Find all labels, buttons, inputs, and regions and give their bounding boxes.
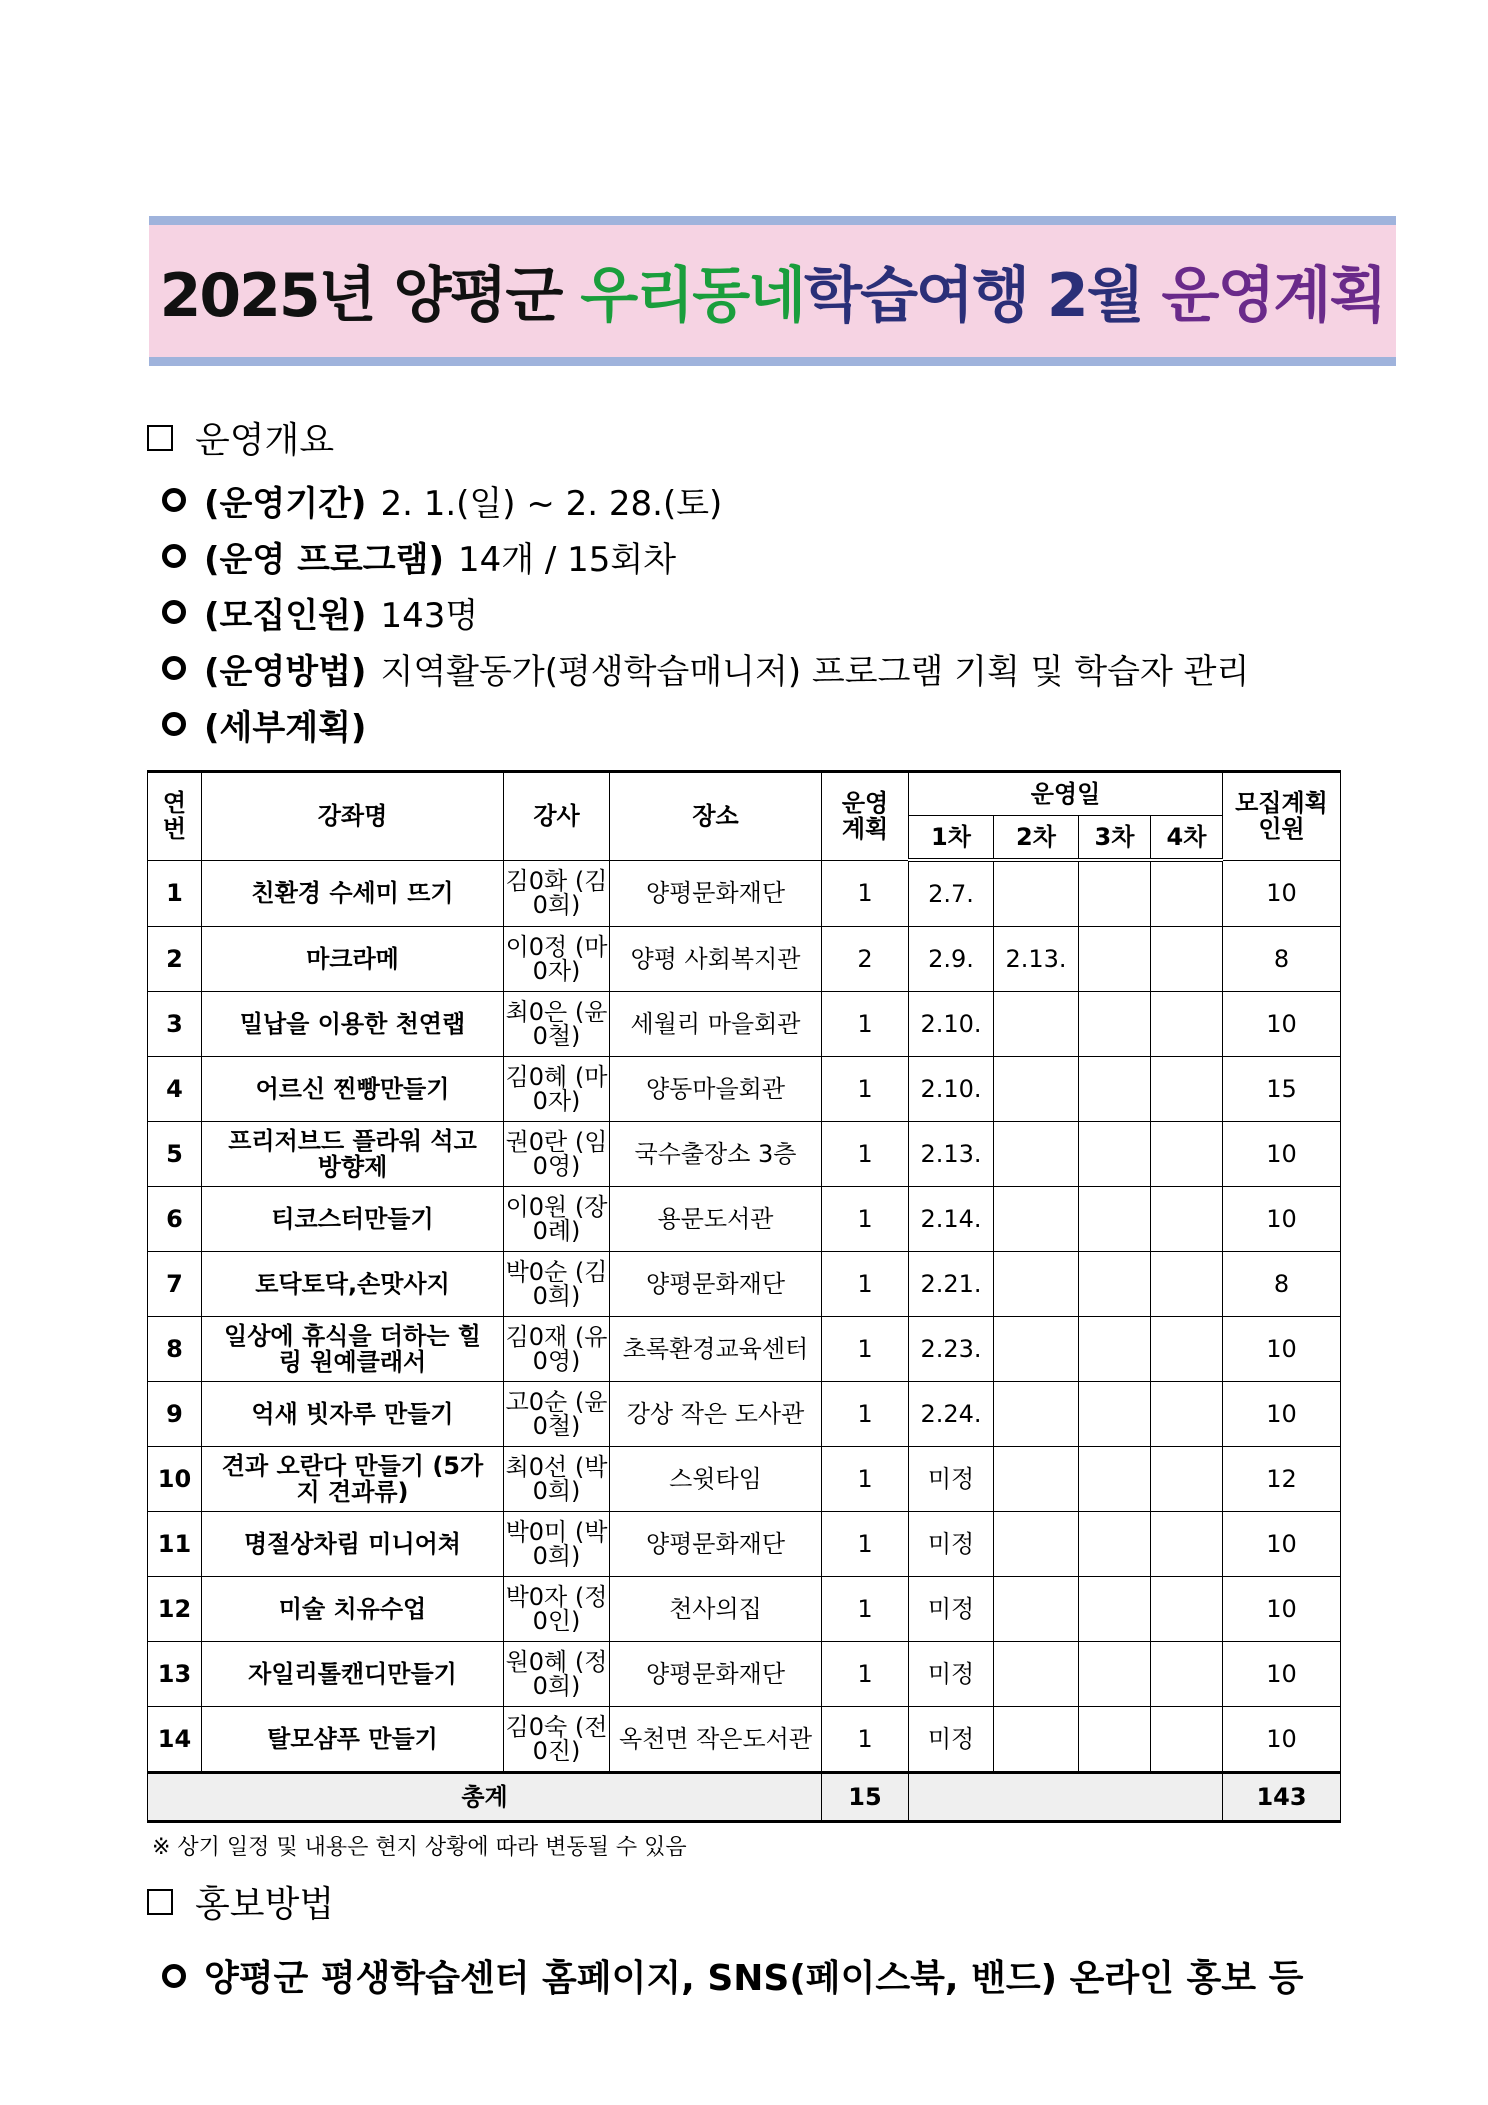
total-days-empty: [909, 1773, 1223, 1822]
cell-day3: [1079, 1057, 1151, 1122]
overview-item-label: (운영 프로그램): [204, 539, 444, 580]
header-day1: 1차: [909, 816, 994, 861]
table-total-row: [148, 1773, 1341, 1822]
cell-course: 어르신 찐빵만들기: [202, 1057, 504, 1122]
title-part-year: 2025년 양평군: [159, 261, 562, 331]
cell-plan: 1: [822, 1187, 909, 1252]
cell-day4: [1151, 992, 1223, 1057]
cell-course: 마크라메: [202, 927, 504, 992]
cell-day4: [1151, 860, 1223, 927]
cell-no: 10: [148, 1447, 202, 1512]
cell-day2: [994, 1122, 1079, 1187]
cell-place: 옥천면 작은도서관: [610, 1707, 822, 1773]
cell-course: 일상에 휴식을 더하는 힐링 원예클래서: [202, 1317, 504, 1382]
cell-place: 천사의집: [610, 1577, 822, 1642]
title-banner: [149, 216, 1396, 366]
cell-plan: 1: [822, 1707, 909, 1773]
table-row: [148, 1252, 1341, 1317]
cell-recruit: 10: [1223, 860, 1341, 927]
table-row: [148, 1317, 1341, 1382]
ring-bullet-icon: [162, 544, 186, 568]
cell-day3: [1079, 927, 1151, 992]
cell-day1: 미정: [909, 1512, 994, 1577]
cell-no: 11: [148, 1512, 202, 1577]
cell-place: 강상 작은 도사관: [610, 1382, 822, 1447]
cell-day1: 2.21.: [909, 1252, 994, 1317]
cell-day1: 2.13.: [909, 1122, 994, 1187]
cell-day1: 2.24.: [909, 1382, 994, 1447]
cell-no: 2: [148, 927, 202, 992]
cell-day4: [1151, 1122, 1223, 1187]
overview-list: [162, 472, 1249, 752]
cell-no: 12: [148, 1577, 202, 1642]
overview-item-value: 143명: [380, 595, 479, 636]
cell-no: 14: [148, 1707, 202, 1773]
cell-place: 국수출장소 3층: [610, 1122, 822, 1187]
cell-plan: 2: [822, 927, 909, 992]
cell-no: 6: [148, 1187, 202, 1252]
cell-day3: [1079, 1707, 1151, 1773]
header-course: 강좌명: [202, 772, 504, 861]
table-row: [148, 1577, 1341, 1642]
checkbox-icon: [147, 1889, 173, 1915]
cell-day4: [1151, 1642, 1223, 1707]
cell-day2: [994, 1642, 1079, 1707]
cell-plan: 1: [822, 1382, 909, 1447]
table-row: [148, 1642, 1341, 1707]
cell-place: 용문도서관: [610, 1187, 822, 1252]
overview-item-method: [162, 640, 1249, 696]
cell-plan: 1: [822, 1317, 909, 1382]
cell-day2: [994, 1252, 1079, 1317]
cell-instructor: 박0미 (박0희): [504, 1512, 610, 1577]
cell-day4: [1151, 1382, 1223, 1447]
cell-course: 탈모샴푸 만들기: [202, 1707, 504, 1773]
header-no: 연번: [148, 772, 202, 861]
cell-day1: 2.9.: [909, 927, 994, 992]
cell-day2: [994, 1057, 1079, 1122]
document-title: [160, 248, 1386, 334]
header-plan-count: 운영 계획: [822, 772, 909, 861]
cell-day3: [1079, 860, 1151, 927]
cell-day1: 미정: [909, 1642, 994, 1707]
cell-place: 양평문화재단: [610, 860, 822, 927]
cell-place: 스윗타임: [610, 1447, 822, 1512]
cell-day2: [994, 992, 1079, 1057]
overview-item-value: 지역활동가(평생학습매니저) 프로그램 기획 및 학습자 관리: [380, 651, 1250, 692]
cell-day2: 2.13.: [994, 927, 1079, 992]
cell-day4: [1151, 1057, 1223, 1122]
cell-course: 토닥토닥,손맛사지: [202, 1252, 504, 1317]
cell-plan: 1: [822, 1447, 909, 1512]
cell-course: 명절상차림 미니어쳐: [202, 1512, 504, 1577]
table-row: [148, 1382, 1341, 1447]
cell-day1: 2.10.: [909, 992, 994, 1057]
cell-plan: 1: [822, 1642, 909, 1707]
cell-recruit: 10: [1223, 992, 1341, 1057]
cell-day4: [1151, 1187, 1223, 1252]
table-header: [148, 772, 1341, 861]
table-row: [148, 992, 1341, 1057]
cell-day3: [1079, 1122, 1151, 1187]
header-recruit: 모집계획 인원: [1223, 772, 1341, 861]
cell-place: 양동마을회관: [610, 1057, 822, 1122]
cell-no: 1: [148, 860, 202, 927]
cell-day4: [1151, 927, 1223, 992]
footnote: ※ 상기 일정 및 내용은 현지 상황에 따라 변동될 수 있음: [152, 1835, 687, 1860]
cell-course: 티코스터만들기: [202, 1187, 504, 1252]
ring-bullet-icon: [162, 600, 186, 624]
cell-instructor: 이0원 (장0례): [504, 1187, 610, 1252]
promotion-heading-label: 홍보방법: [195, 1884, 335, 1925]
cell-no: 3: [148, 992, 202, 1057]
cell-no: 7: [148, 1252, 202, 1317]
cell-plan: 1: [822, 1577, 909, 1642]
overview-item-label: (모집인원): [204, 595, 367, 636]
overview-item-program: [162, 528, 1249, 584]
overview-item-label: (운영기간): [204, 483, 367, 524]
cell-day4: [1151, 1512, 1223, 1577]
cell-recruit: 10: [1223, 1512, 1341, 1577]
cell-day4: [1151, 1317, 1223, 1382]
promotion-heading: [147, 1876, 334, 1927]
overview-heading-label: 운영개요: [195, 420, 335, 461]
cell-instructor: 이0정 (마0자): [504, 927, 610, 992]
cell-plan: 1: [822, 1252, 909, 1317]
total-label: 총계: [148, 1773, 822, 1822]
cell-recruit: 10: [1223, 1642, 1341, 1707]
header-days: 운영일: [909, 772, 1223, 816]
cell-day3: [1079, 1642, 1151, 1707]
table-row: [148, 1512, 1341, 1577]
cell-recruit: 8: [1223, 927, 1341, 992]
cell-instructor: 김0재 (유0영): [504, 1317, 610, 1382]
table-body: [148, 860, 1341, 1773]
cell-day3: [1079, 1317, 1151, 1382]
cell-day1: 2.14.: [909, 1187, 994, 1252]
cell-instructor: 박0순 (김0희): [504, 1252, 610, 1317]
cell-day3: [1079, 1382, 1151, 1447]
promotion-item-text: 양평군 평생학습센터 홈페이지, SNS(페이스북, 밴드) 온라인 홍보 등: [204, 1958, 1304, 1999]
cell-recruit: 8: [1223, 1252, 1341, 1317]
cell-recruit: 10: [1223, 1382, 1341, 1447]
cell-instructor: 권0란 (임0영): [504, 1122, 610, 1187]
cell-day2: [994, 1512, 1079, 1577]
cell-day4: [1151, 1252, 1223, 1317]
cell-day3: [1079, 1577, 1151, 1642]
overview-item-recruit: [162, 584, 1249, 640]
overview-item-label: (운영방법): [204, 651, 367, 692]
cell-day4: [1151, 1447, 1223, 1512]
cell-course: 미술 치유수업: [202, 1577, 504, 1642]
overview-item-value: 2. 1.(일) ~ 2. 28.(토): [380, 483, 723, 524]
cell-place: 양평문화재단: [610, 1512, 822, 1577]
total-recruit: 143: [1223, 1773, 1341, 1822]
cell-day4: [1151, 1577, 1223, 1642]
cell-day3: [1079, 1447, 1151, 1512]
cell-day1: 2.7.: [909, 860, 994, 927]
cell-day1: 미정: [909, 1447, 994, 1512]
cell-course: 밀납을 이용한 천연랩: [202, 992, 504, 1057]
cell-no: 13: [148, 1642, 202, 1707]
cell-place: 양평문화재단: [610, 1252, 822, 1317]
cell-plan: 1: [822, 1122, 909, 1187]
cell-day2: [994, 1447, 1079, 1512]
header-day4: 4차: [1151, 816, 1223, 861]
cell-course: 친환경 수세미 뜨기: [202, 860, 504, 927]
table-row: [148, 1447, 1341, 1512]
total-plan: 15: [822, 1773, 909, 1822]
ring-bullet-icon: [162, 712, 186, 736]
promotion-item: [162, 1950, 1303, 2001]
cell-course: 견과 오란다 만들기 (5가지 견과류): [202, 1447, 504, 1512]
title-part-month: 2월: [1046, 261, 1143, 331]
cell-day1: 미정: [909, 1707, 994, 1773]
ring-bullet-icon: [162, 1964, 186, 1988]
title-part-neighborhood: 우리동네: [580, 261, 805, 331]
cell-day3: [1079, 1512, 1151, 1577]
cell-course: 자일리톨캔디만들기: [202, 1642, 504, 1707]
cell-place: 양평문화재단: [610, 1642, 822, 1707]
cell-recruit: 10: [1223, 1187, 1341, 1252]
header-day3: 3차: [1079, 816, 1151, 861]
cell-no: 9: [148, 1382, 202, 1447]
cell-plan: 1: [822, 992, 909, 1057]
cell-instructor: 김0혜 (마0자): [504, 1057, 610, 1122]
cell-instructor: 김0숙 (전0진): [504, 1707, 610, 1773]
cell-day2: [994, 1317, 1079, 1382]
table-row: [148, 1187, 1341, 1252]
table-row: [148, 1707, 1341, 1773]
cell-no: 8: [148, 1317, 202, 1382]
cell-instructor: 박0자 (정0인): [504, 1577, 610, 1642]
cell-plan: 1: [822, 1057, 909, 1122]
cell-day3: [1079, 1252, 1151, 1317]
cell-day3: [1079, 1187, 1151, 1252]
cell-plan: 1: [822, 1512, 909, 1577]
overview-item-detail: [162, 696, 1249, 752]
table-row: [148, 860, 1341, 927]
cell-instructor: 최0은 (윤0철): [504, 992, 610, 1057]
cell-recruit: 10: [1223, 1317, 1341, 1382]
cell-recruit: 10: [1223, 1707, 1341, 1773]
cell-instructor: 고0순 (윤0철): [504, 1382, 610, 1447]
cell-course: 억새 빗자루 만들기: [202, 1382, 504, 1447]
header-day2: 2차: [994, 816, 1079, 861]
cell-course: 프리저브드 플라워 석고방향제: [202, 1122, 504, 1187]
ring-bullet-icon: [162, 656, 186, 680]
overview-heading: [147, 412, 334, 463]
cell-place: 세월리 마을회관: [610, 992, 822, 1057]
overview-item-value: 14개 / 15회차: [457, 539, 677, 580]
table-row: [148, 927, 1341, 992]
table-row: [148, 1057, 1341, 1122]
cell-recruit: 12: [1223, 1447, 1341, 1512]
cell-recruit: 10: [1223, 1577, 1341, 1642]
cell-day2: [994, 860, 1079, 927]
cell-instructor: 김0화 (김0희): [504, 860, 610, 927]
cell-day2: [994, 1382, 1079, 1447]
overview-item-label: (세부계획): [204, 707, 367, 748]
overview-item-period: [162, 472, 1249, 528]
title-part-plan: 운영계획: [1161, 261, 1386, 331]
cell-recruit: 10: [1223, 1122, 1341, 1187]
table-row: [148, 1122, 1341, 1187]
title-part-learning-trip: 학습여행: [804, 261, 1028, 331]
cell-place: 양평 사회복지관: [610, 927, 822, 992]
header-instructor: 강사: [504, 772, 610, 861]
header-place: 장소: [610, 772, 822, 861]
cell-recruit: 15: [1223, 1057, 1341, 1122]
cell-day1: 미정: [909, 1577, 994, 1642]
cell-day2: [994, 1577, 1079, 1642]
cell-no: 5: [148, 1122, 202, 1187]
cell-place: 초록환경교육센터: [610, 1317, 822, 1382]
cell-day2: [994, 1187, 1079, 1252]
cell-instructor: 최0선 (박0희): [504, 1447, 610, 1512]
cell-day1: 2.23.: [909, 1317, 994, 1382]
cell-no: 4: [148, 1057, 202, 1122]
plan-table: [147, 770, 1341, 1823]
cell-day3: [1079, 992, 1151, 1057]
cell-instructor: 원0혜 (정0희): [504, 1642, 610, 1707]
cell-day4: [1151, 1707, 1223, 1773]
cell-day1: 2.10.: [909, 1057, 994, 1122]
cell-plan: 1: [822, 860, 909, 927]
checkbox-icon: [147, 425, 173, 451]
ring-bullet-icon: [162, 488, 186, 512]
cell-day2: [994, 1707, 1079, 1773]
